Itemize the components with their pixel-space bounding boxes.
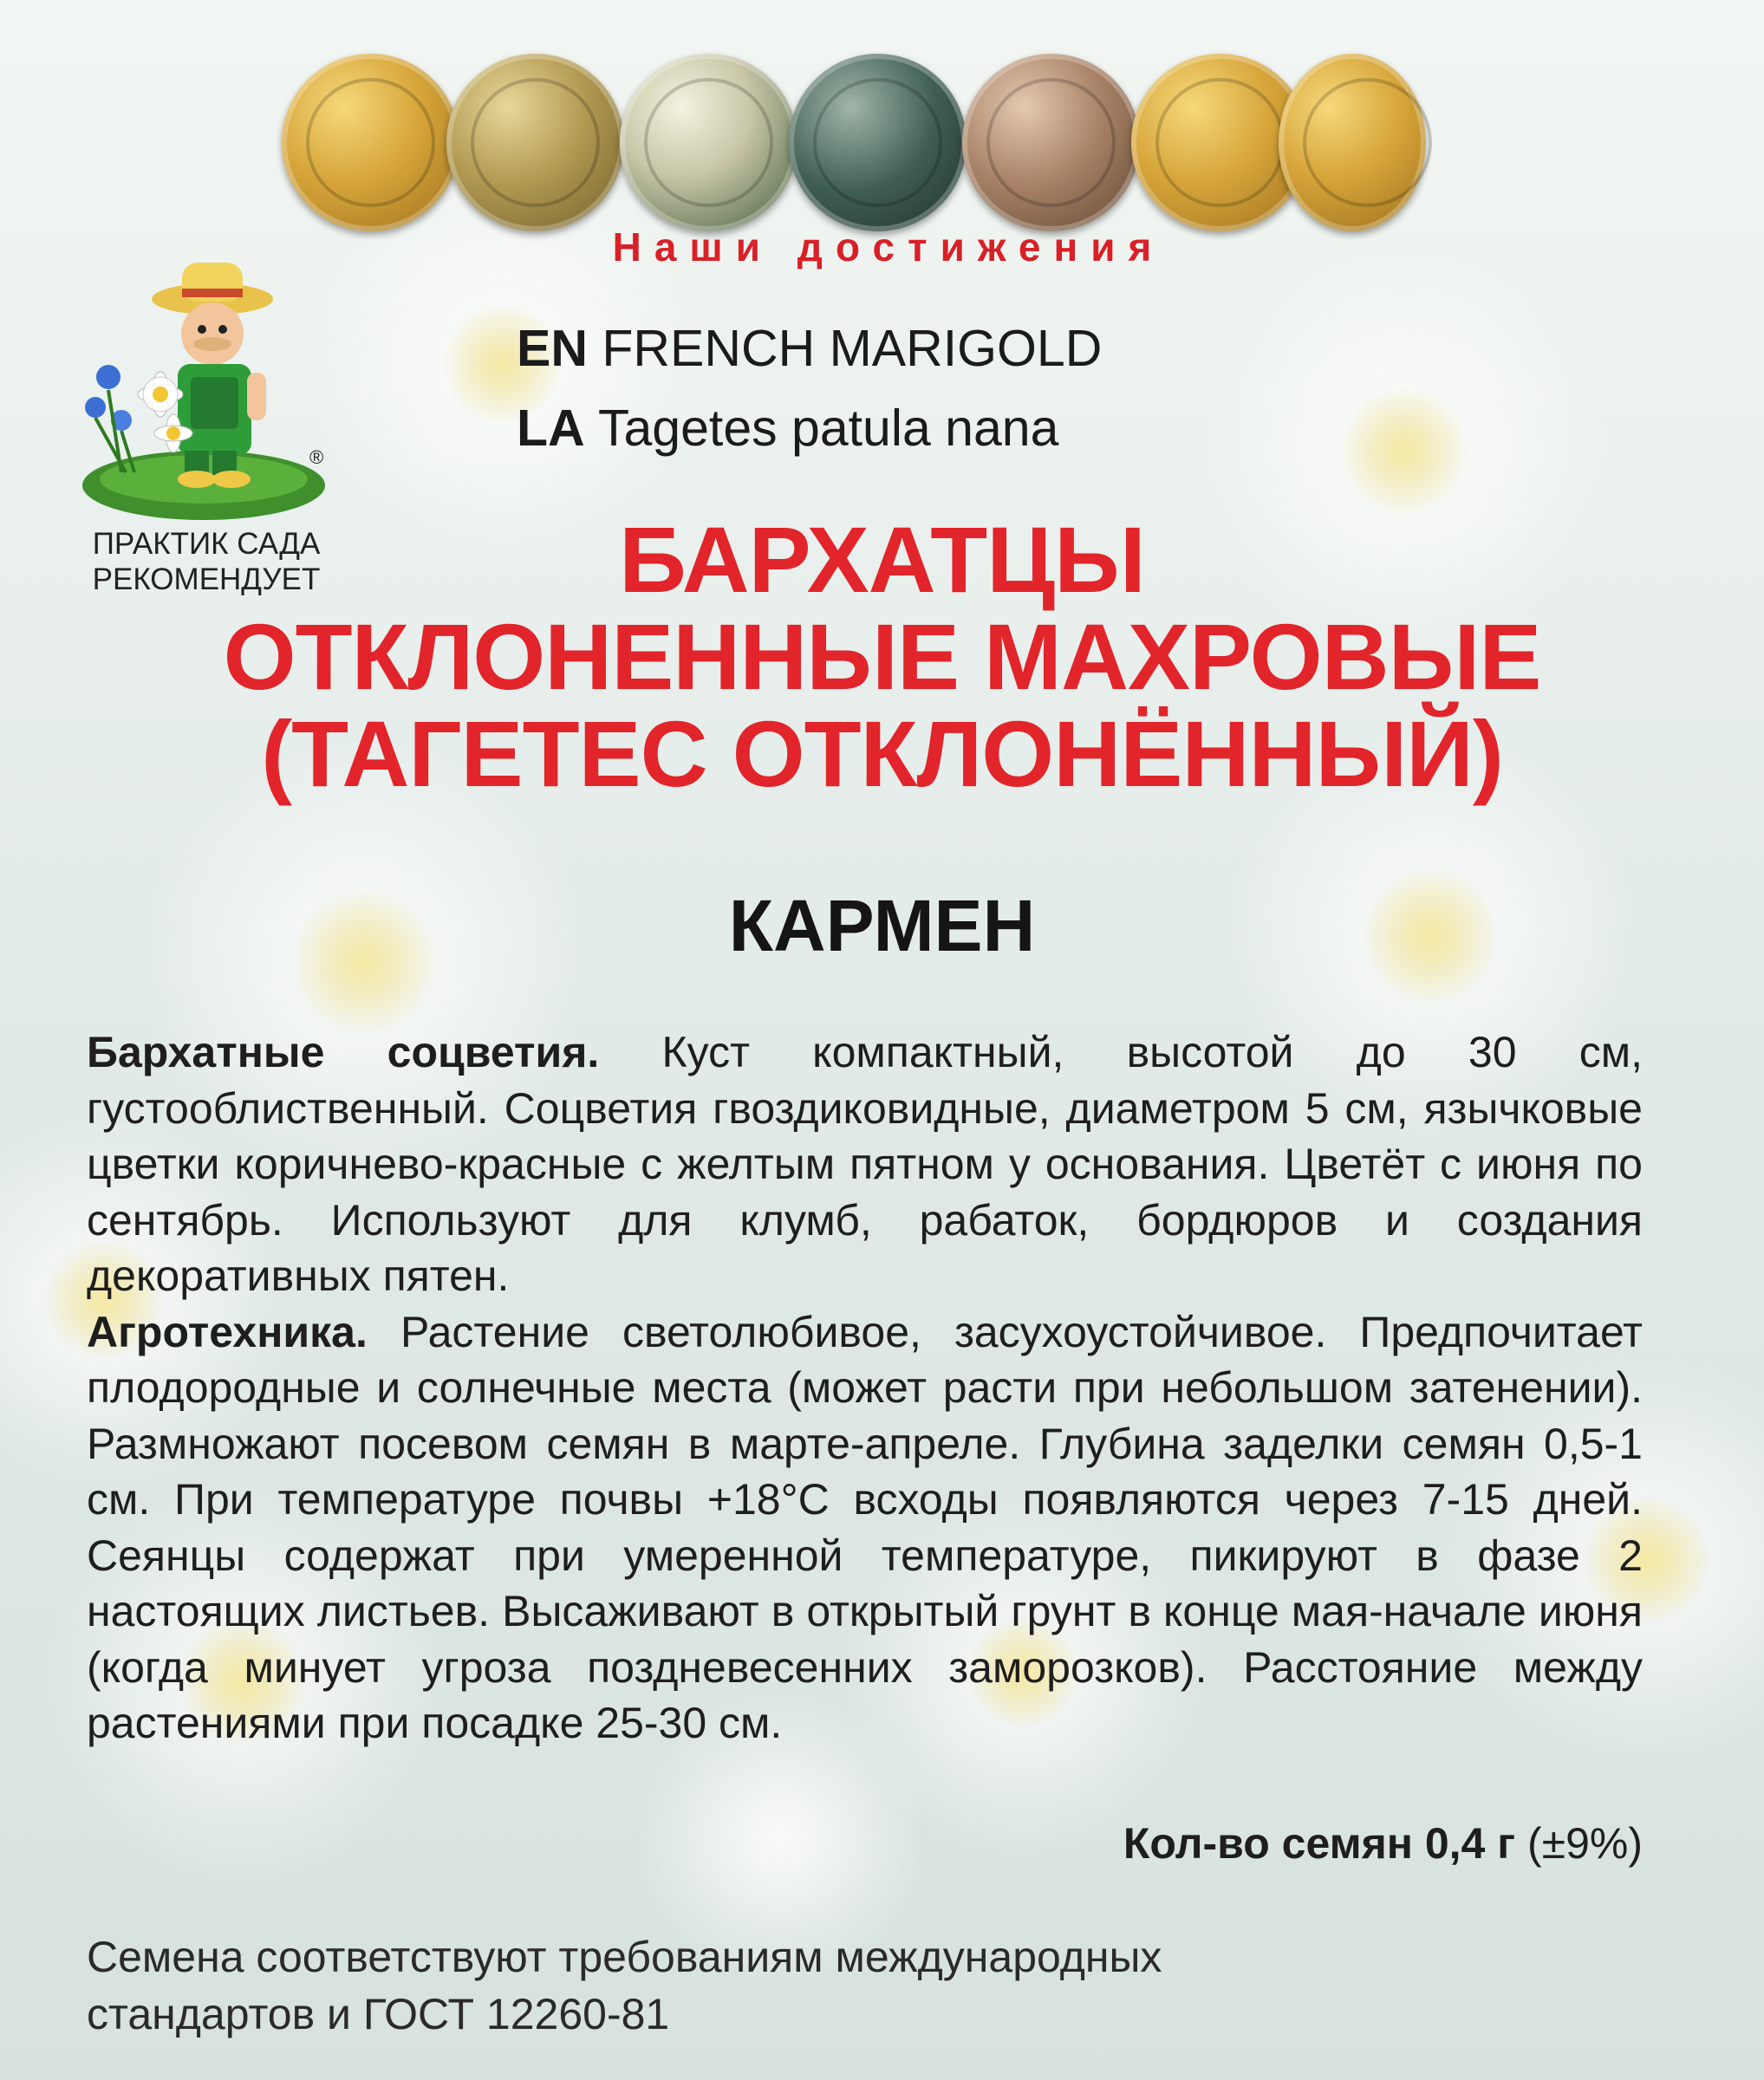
medal-icon bbox=[962, 54, 1140, 231]
agrotech-paragraph bbox=[87, 1304, 1643, 1752]
variety-name: КАРМЕН bbox=[728, 885, 1036, 966]
la-code: LA bbox=[517, 400, 585, 457]
description-block bbox=[87, 1024, 1643, 1752]
english-name-line bbox=[517, 309, 1102, 388]
latin-name-line bbox=[517, 388, 1102, 468]
medal-icon bbox=[282, 54, 459, 231]
standards-line2: стандартов и ГОСТ 12260-81 bbox=[87, 1990, 670, 2038]
mascot-caption-line2: РЕКОМЕНДУЕТ bbox=[92, 562, 321, 596]
medal-icon bbox=[1279, 54, 1426, 231]
product-title bbox=[87, 507, 1677, 806]
description-heading: Бархатные соцветия. bbox=[87, 1028, 600, 1076]
en-name: FRENCH MARIGOLD bbox=[602, 320, 1103, 377]
seed-quantity bbox=[867, 1818, 1643, 1869]
agrotech-heading: Агротехника. bbox=[87, 1307, 368, 1356]
title-line1: БАРХАТЦЫ bbox=[619, 507, 1145, 612]
standards-note bbox=[87, 1928, 1643, 2043]
plant-names bbox=[517, 309, 1102, 468]
title-line2: ОТКЛОНЕННЫЕ МАХРОВЫЕ bbox=[223, 604, 1541, 709]
title-line3: (ТАГЕТЕС ОТКЛОНЁННЫЙ) bbox=[261, 701, 1503, 806]
medal-icon bbox=[446, 54, 624, 231]
en-code: EN bbox=[517, 320, 588, 377]
description-paragraph bbox=[87, 1024, 1643, 1304]
standards-line1: Семена соответствуют требованиям международных bbox=[87, 1933, 1162, 1981]
seed-quantity-tolerance: (±9%) bbox=[1526, 1819, 1643, 1868]
registered-mark: ® bbox=[309, 446, 324, 468]
agrotech-text: Растение светолюбивое, засухоустойчивое. Предпочитает плодородные и солнечные места (может расти при небольшом затенении). Размножают посевом семян в марте-апреле. Глубина заделки семян 0,5-1 см. При температуре почвы +18°С всходы появляются через 7-15 дней. Сеянцы содержат при умеренной температуре, пикируют в фазе 2 настоящих листьев. Высаживают в открытый грунт в конце мая-начале июня (когда минует угроза поздневесенних заморозков). Расстояние между растениями при посадке 25-30 см. bbox=[87, 1307, 1643, 1747]
achievements-label: Наши достижения bbox=[612, 224, 1165, 270]
la-name: Tagetes patula nana bbox=[597, 400, 1059, 457]
description-text: Куст компактный, высотой до 30 см, густооблиственный. Соцветия гвоздиковидные, диаметром 5 см, язычковые цветки коричнево-красные с желтым пятном у основания. Цветёт с июня по сентябрь. Используют для клумб, рабаток, бордюров и создания декоративных пятен. bbox=[87, 1028, 1643, 1300]
medals-row bbox=[282, 42, 1400, 250]
medal-icon bbox=[789, 54, 967, 231]
medal-icon bbox=[620, 54, 797, 231]
mascot-caption-line1: ПРАКТИК САДА bbox=[92, 527, 321, 561]
gardener-mascot-icon bbox=[74, 247, 334, 524]
seed-quantity-label: Кол-во семян 0,4 г bbox=[1123, 1819, 1516, 1868]
